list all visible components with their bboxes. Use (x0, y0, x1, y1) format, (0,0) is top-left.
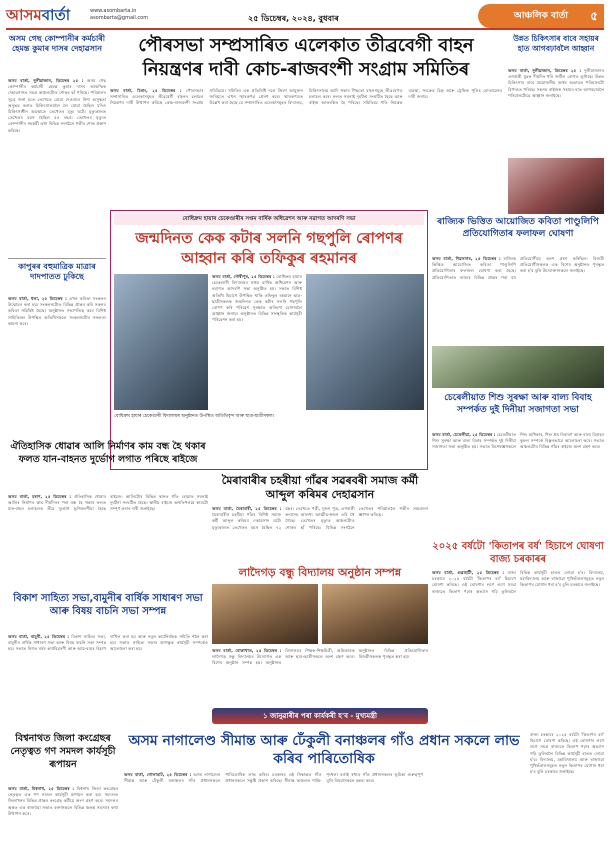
school-event-photo-1 (114, 274, 208, 410)
school-event-body: বোধিদ্ৰুম হায়াৰ চেকেণ্ডাৰী বিদ্যালয়ৰ সপ্তম বাৰ্ষিক অধিৱেশন আৰু নৱাগত আদৰণি সভা অনুষ্ঠিত হয়। সভাত বিশিষ্ট অতিথি হিচাপে উপস্থিত থাকি তফিকুৰ ৰহমানে ছাত্ৰ-ছাত্ৰীসকলক জন্মদিনত কেক কটাৰ সলনি গছপুলি ৰোপণ কৰি পৰিৱেশ সুৰক্ষাত অৰিহণা যোগাবলৈ আহ্বান জনায়। অনুষ্ঠানত বিভিন্ন সাংস্কৃতিক কাৰ্যসূচী পৰিৱেশন কৰা হয়। (212, 274, 302, 323)
border-stipend-dateline: অসম বাৰ্তা, গোলাঘাট, ২৫ ডিচেম্বৰ : (124, 772, 192, 777)
abdul-karim-body: মৈৰাবাৰীৰ চহৰীয়া গাঁৱৰ বিশিষ্ট সমাজ কৰ্মী আব্দুল কৰিমৰ দেহাৱসান ঘটে। মৃত্যুকালত তেখেতৰ বয়স হৈছিল ৭২ বছৰ। তেখেতে পত্নী, দুজন পুত্ৰ, এগৰাকী কন্যাসহ অসংখ্য আত্মীয়-স্বজন এৰি থৈ গৈছে। তেখেতৰ মৃত্যুত অঞ্চলটোত শোকৰ ছাঁ পৰিছে। বিভিন্ন সংগঠনে তেখেতৰ পৰিয়াললৈ গভীৰ সমবেদনা জ্ঞাপন কৰিছে। (212, 506, 428, 530)
child-protection-body: চেৰেলীয়াত শিশু সুৰক্ষা আৰু বাল্য বিবাহ সম্পৰ্কত দুই দিনীয়া সজাগতা সভা অনুষ্ঠিত হয়। সভাত বিশেষজ্ঞসকলে শিশু অধিকাৰ, শিশু শ্ৰম নিবাৰণ আৰু বাল্য বিবাহৰ কুফল সম্পৰ্কে বিস্তৃতভাৱে আলোচনা কৰে। সভাত অঞ্চলটোৰ বিভিন্ন গাঁৱৰ ৰাইজে অংশ গ্ৰহণ কৰে। (432, 432, 604, 450)
school-event-headline: জন্মদিনত কেক কটাৰ সলনি গছপুলি ৰোপণৰ আহ্বান কৰি তফিকুৰ ৰহমানৰ (135, 229, 403, 267)
school-event-dateline: অসম বাৰ্তা, গৌৰীপুৰ, ২৫ ডিচেম্বৰ : (212, 274, 275, 279)
border-stipend-headline: অসম নাগালেণ্ড সীমান্ত আৰু ঢেঁকুলী বনাঞ্চলৰ গাঁও প্ৰধান সকলে লাভ কৰিব পাৰিতোষিক (128, 733, 520, 767)
abdul-karim-article (212, 506, 428, 562)
poetry-contest-article (432, 256, 604, 342)
ladigarh-photo-2 (322, 584, 428, 644)
main-body: পৌৰসভাৰ সম্প্ৰসাৰিত এলেকাসমূহত তীব্ৰবেগী বাহনৰ চলাচল নিয়ন্ত্ৰণৰ দাবী উত্থাপন কৰিছে কোচ-ৰাজবংশী সংগ্ৰাম সমিতিয়ে। সমিতিৰ এক প্ৰতিনিধি দলে জিলা আয়ুক্তৰ জৰিয়তে এখন স্মাৰকপত্ৰ প্ৰেৰণ কৰে। স্মাৰকপত্ৰত উল্লেখ কৰা হৈছে যে সম্প্ৰসাৰিত এলেকাসমূহত বিদ্যালয়, চিকিৎসালয় আদি থকাৰ পিছতো বাহনসমূহে তীব্ৰবেগত চলাচল কৰে। ফলত সঘনাই দুৰ্ঘটনা সংঘটিত হৈছে আৰু ৰাইজ আতংকিত হৈ পৰিছে। সমিতিয়ে গতি নিয়ন্ত্ৰক ব্যৱস্থা, সংকেত চিহ্ন আৰু ট্ৰেফিক পুলিচ মোতায়েনৰ দাবী জনায়। (110, 88, 502, 106)
advert-text: ১ জানুৱাৰীৰ পৰা কাৰ্যকৰী হ'ব - মুখ্যমন্ত্ৰী (262, 712, 378, 720)
book-year-article (432, 570, 604, 726)
poetry-contest-dateline: অসম বাৰ্তা, শিৱসাগৰ, ২৫ ডিচেম্বৰ : (432, 256, 501, 261)
poetry-contest-photo (432, 346, 604, 388)
abdul-karim-dateline: অসম বাৰ্তা, মৈৰাবাৰী, ২৫ ডিচেম্বৰ : (212, 506, 282, 511)
school-event-kicker: বোধিদ্ৰুম হায়াৰ চেকেণ্ডাৰীৰ সপ্তম বাৰ্ষিক অধিৱেশন আৰু নৱাগত আদৰণি সভা (114, 213, 424, 225)
ladigarh-photo-1 (212, 584, 318, 644)
congress-dateline: অসম বাৰ্তা, বিশ্বনাথ, ২৫ ডিচেম্বৰ : (8, 786, 75, 791)
child-protection-dateline: অসম বাৰ্তা, চেৰেলীয়া, ২৫ ডিচেম্বৰ : (432, 432, 496, 437)
masthead (6, 4, 604, 30)
book-year-body-continued: ৰাজ্য চৰকাৰে ২০২৫ বৰ্ষটো 'কিতাপৰ বৰ্ষ' হিচাপে ঘোষণা কৰিছে। এই ঘোষণাৰ লগে লগে সমগ্ৰ ৰাজ্যতে কিতাপ পঢ়াৰ অভ্যাস গঢ়ি তুলিবলৈ বিভিন্ন কাৰ্যসূচী হাতত লোৱা হ'ব। বিদ্যালয়, মহাবিদ্যালয় আৰু ৰাজহুৱা পুথিভঁৰালসমূহত নতুন কিতাপৰ যোগান ধৰা হ'ব বুলি চৰকাৰে জনাইছে। (530, 732, 604, 775)
poetry-contest-body: ৰাজ্যিক ভিত্তিত আয়োজিত কবিতা পাণ্ডুলিপি প্ৰতিযোগিতাৰ ফলাফল ঘোষণা কৰা হৈছে। প্ৰতিযোগিতাত ৰাজ্যৰ বিভিন্ন প্ৰান্তৰ পৰা বহু প্ৰতিযোগীয়ে অংশ গ্ৰহণ কৰিছিল। বিজয়ী প্ৰতিযোগীসকলক এক বিশেষ অনুষ্ঠানত পুৰস্কৃত কৰা হ'ব বুলি উদ্যোক্তাসকলে জনাইছে। (432, 256, 604, 280)
poetry-headline: কাপুৰৰ বহুমাত্ৰিক মাত্ৰাৰ দাদপাতত ঢুকিছে (18, 262, 96, 281)
border-stipend-body: অসম নাগালেণ্ড সীমান্ত আৰু ঢেঁকুলী বনাঞ্চলৰ গাঁও প্ৰধানসকলে পাৰিতোষিক লাভ কৰিব। চৰকাৰৰ এই সিদ্ধান্তত গাঁও প্ৰধানসকলে সন্তুষ্টি প্ৰকাশ কৰিছে। সীমান্ত অঞ্চলত শান্তি-শৃংখলা বৰ্তাই ৰখাত গাঁও প্ৰধানসকলৰ ভূমিকা গুৰুত্বপূৰ্ণ বুলি বিষয়াসকলে মন্তব্য কৰে। (124, 772, 423, 784)
obituary-article (8, 78, 106, 256)
page-number: ৫ (590, 9, 598, 23)
treatment-appeal-dateline: অসম বাৰ্তা, দুলীয়াজান, ডিচেম্বৰ ২৫ : (508, 68, 581, 73)
treatment-appeal-body: দুলীয়াজানৰ এগৰাকী যুৱক দীৰ্ঘদিন ধৰি জটিল ৰোগত ভুগিছে। উন্নত চিকিৎসাৰ বাবে প্ৰয়োজনীয় অৰ্থৰ অভাৱত পৰিয়ালটো বিপাঙত পৰিছে। সহৃদয় ৰাইজক সহায়ৰ হাত আগবঢ়াবলৈ পৰিয়ালটোৱে আহ্বান জনাইছে। (508, 68, 604, 98)
congress-headline: বিশ্বনাথত জিলা কংগ্ৰেছৰ নেতৃত্বত গণ সমদল কাৰ্যসূচী ৰূপায়ন (10, 733, 116, 770)
sahitya-sabha-body: বিকাশ সাহিত্য সভা, বামুনীৰ বাৰ্ষিক সাধাৰণ সভা আৰু বিষয় বাচনি সভা সম্পন্ন হয়। সভাত বিগত বৰ্ষৰ কাৰ্যবিৱৰণী আৰু আয়-ব্যয়ৰ হিচাপ দাখিল কৰা হয় আৰু নতুন কাৰ্যনিৰ্বাহক সমিতি গঠন কৰা হয়। সভাত সাহিত্য সভাৰ আগন্তুক কাৰ্যসূচী সম্পৰ্কেও আলোচনা কৰা হয়। (8, 634, 208, 652)
poetry-dateline: অসম বাৰ্তা, ধলা, ২৫ ডিচেম্বৰ : (8, 296, 67, 301)
obituary-dateline: অসম বাৰ্তা, দুলীয়াজান, ডিচেম্বৰ ২৫ : (8, 78, 84, 83)
book-year-body: ৰাজ্য চৰকাৰে ২০২৫ বৰ্ষটো 'কিতাপৰ বৰ্ষ' হিচাপে ঘোষণা কৰিছে। এই ঘোষণাৰ লগে লগে সমগ্ৰ ৰাজ্যতে কিতাপ পঢ়াৰ অভ্যাস গঢ়ি তুলিবলৈ বিভিন্ন কাৰ্যসূচী হাতত লোৱা হ'ব। বিদ্যালয়, মহাবিদ্যালয় আৰু ৰাজহুৱা পুথিভঁৰালসমূহত নতুন কিতাপৰ যোগান ধৰা হ'ব বুলি চৰকাৰে জনাইছে। (432, 570, 604, 594)
newspaper-logo: আসমবাৰ্তা (6, 6, 71, 24)
school-event-photo-2 (306, 274, 424, 410)
border-stipend-article (124, 772, 524, 856)
sahitya-sabha-article (8, 634, 208, 726)
road-dateline: অসম বাৰ্তা, মৰাণ, ২৫ ডিচেম্বৰ : (8, 494, 72, 499)
divider (8, 258, 106, 259)
sahitya-sabha-dateline: অসম বাৰ্তা, বামুনী, ২৫ ডিচেম্বৰ : (8, 634, 70, 639)
issue-date: ২৫ ডিচেম্বৰ, ২০২৪, বুধবাৰ (248, 14, 339, 23)
child-protection-article (432, 432, 604, 536)
road-article (8, 494, 208, 586)
road-body: ঐতিহাসিক ধোৱাৰ আলিৰ নিৰ্মাণৰ কাম দীৰ্ঘদিনৰ পৰা বন্ধ হৈ থকাৰ ফলত যান-বাহন চলাচলত তীব্ৰ দুৰ্ভোগ ভুগিবলগীয়া হৈছে ৰাইজে। আলিটোৰ বিভিন্ন স্থানত গাঁত হোৱাত সঘনাই দুৰ্ঘটনা সংঘটিত হৈছে। স্থানীয় ৰাইজে অনতিপলমে কামটো সম্পূৰ্ণ কৰাৰ দাবী জনাইছে। (8, 494, 208, 512)
ladigarh-article (212, 648, 428, 704)
patient-photo (508, 158, 604, 214)
ladigarh-headline: লাদৈগড় বন্ধু বিদ্যালয় অনুষ্ঠান সম্পন্ন (238, 566, 402, 579)
school-event-article (212, 274, 302, 410)
advert-banner[interactable] (212, 708, 428, 724)
child-protection-headline: চেৰেলীয়াত শিশু সুৰক্ষা আৰু বাল্য বিবাহ সম্পৰ্কত দুই দিনীয়া সজাগতা সভা (444, 393, 592, 415)
contact-urls (90, 8, 148, 22)
obituary-headline: অসম গেছ কোম্পানীৰ কৰ্মচাৰী হেমন্ত কুমাৰ দাসৰ দেহাৱসান (8, 34, 106, 53)
congress-article (8, 786, 118, 856)
book-year-continued (530, 732, 604, 856)
obituary-body: অসম গেছ কোম্পানীৰ কৰ্মচাৰী হেমন্ত কুমাৰ দাসৰ আকস্মিক দেহাৱসানত সমগ্ৰ অঞ্চলটোত শোকৰ ছাঁ পৰিছে। পৰিয়ালৰ সূত্ৰে জনা মতে তেখেতে যোৱা দেওবাৰে নিশা অসুস্থতা অনুভৱ কৰাত চিকিৎসালয়লৈ লৈ যোৱা হৈছিল যদিও চিকিৎসাধীন অৱস্থাতে তেখেতৰ মৃত্যু ঘটে। মৃত্যুকালত তেখেতৰ বয়স হৈছিল ৫৪ বছৰ। তেখেতৰ মৃত্যুত কোম্পানীৰ সহকৰ্মী তথা বিভিন্ন সংগঠনে গভীৰ শোক প্ৰকাশ কৰিছে। (8, 78, 106, 133)
treatment-appeal-headline: উন্নত চিকিৎসাৰ বাবে সহায়ৰ হাত আগবঢ়াবলৈ আহ্বান (513, 34, 599, 53)
poetry-article (8, 296, 106, 432)
main-article (110, 88, 502, 206)
book-year-dateline: অসম বাৰ্তা, গুৱাহাটী, ২৫ ডিচেম্বৰ : (432, 570, 505, 575)
section-title: আঞ্চলিক বাৰ্তা (513, 11, 569, 21)
section-banner (478, 4, 604, 28)
congress-body: বিশ্বনাথ জিলা কংগ্ৰেছৰ নেতৃত্বত এক গণ সমদল কাৰ্যসূচী ৰূপায়ন কৰা হয়। সমদলত জিলাখনৰ বিভিন্ন প্ৰান্তৰ কংগ্ৰেছ কৰ্মীয়ে অংশ গ্ৰহণ কৰে। সমদলৰ অন্তত এক ৰাজহুৱা সভাত বক্তাসকলে বিভিন্ন জ্বলন্ত সমস্যাৰ কথা উত্থাপন কৰে। (8, 786, 118, 816)
school-event-caption: বোধিদ্ৰুম হায়াৰ চেকেণ্ডাৰী বিদ্যালয়ৰ অনুষ্ঠানত উপস্থিত অতিথিবৃন্দ আৰু ছাত্ৰ-ছাত্ৰীসকল। (114, 414, 275, 419)
main-dateline: অসম বাৰ্তা, চিৰাং, ২৫ ডিচেম্বৰ : (110, 88, 182, 93)
treatment-appeal-article (508, 68, 604, 156)
main-headline: পৌৰসভা সম্প্ৰসাৰিত এলেকাত তীব্ৰবেগী বাহন নিয়ন্ত্ৰণৰ দাবী কোচ-ৰাজবংশী সংগ্ৰাম সমিতিৰ (138, 35, 474, 80)
ladigarh-body: লাদৈগড় বন্ধু বিদ্যালয়ৰ উদ্যোগত এক বিশেষ অনুষ্ঠান সম্পন্ন হয়। অনুষ্ঠানত বিদ্যালয়ৰ শিক্ষক-শিক্ষয়িত্ৰী, অভিভাৱক আৰু ছাত্ৰ-ছাত্ৰীসকলে অংশ গ্ৰহণ কৰে। অনুষ্ঠানত বিভিন্ন প্ৰতিযোগিতাৰ বিজয়ীসকলক পুৰস্কৃত কৰা হয়। (212, 648, 428, 666)
abdul-karim-headline: মৈৰাবাৰীৰ চহৰীয়া গাঁৱৰ সৱৰবৰী সমাজ কৰ্মী আব্দুল কৰিমৰ দেহাৱসান (221, 474, 419, 501)
ladigarh-dateline: অসম বাৰ্তা, বোকাখাত, ২৫ ডিচেম্বৰ : (212, 648, 282, 653)
road-headline: ঐতিহাসিক ধোৱাৰ আলি নিৰ্মাণৰ কাম বন্ধ হৈ থকাৰ ফলত যান-বাহনত দুৰ্ভোগ লগাত পৰিছে ৰাইজে (10, 441, 206, 465)
email-address[interactable]: asombarta@gmail.com (90, 15, 149, 21)
poetry-body: এখন কবিতা সংকলন উন্মোচন কৰা হয়। সংকলনটোত বিভিন্ন প্ৰান্তৰ কবি সকলৰ কবিতা সন্নিবিষ্ট হৈছে। অনুষ্ঠানত সভাপতিত্ব কৰে বিশিষ্ট সাহিত্যিক। উপস্থিত অতিথিসকলে সংকলনটোৰ সফলতা কামনা কৰে। (8, 296, 106, 326)
sahitya-sabha-headline: বিকাশ সাহিত্য সভা,বামুনীৰ বাৰ্ষিক সাধাৰণ সভা আৰু বিষয় বাচনি সভা সম্পন্ন (13, 593, 203, 617)
website-url[interactable]: www.asombarta.in (90, 8, 137, 14)
poetry-contest-headline: ৰাজ্যিক ভিত্তিত আয়োজিত কবিতা পাণ্ডুলিপি প্ৰতিযোগিতাৰ ফলাফল ঘোষণা (437, 217, 599, 239)
book-year-headline: ২০২৫ বৰ্ষটো 'কিতাপৰ বৰ্ষ' হিচাপে ঘোষণা বাজ্য চৰকাৰৰ (432, 541, 604, 565)
